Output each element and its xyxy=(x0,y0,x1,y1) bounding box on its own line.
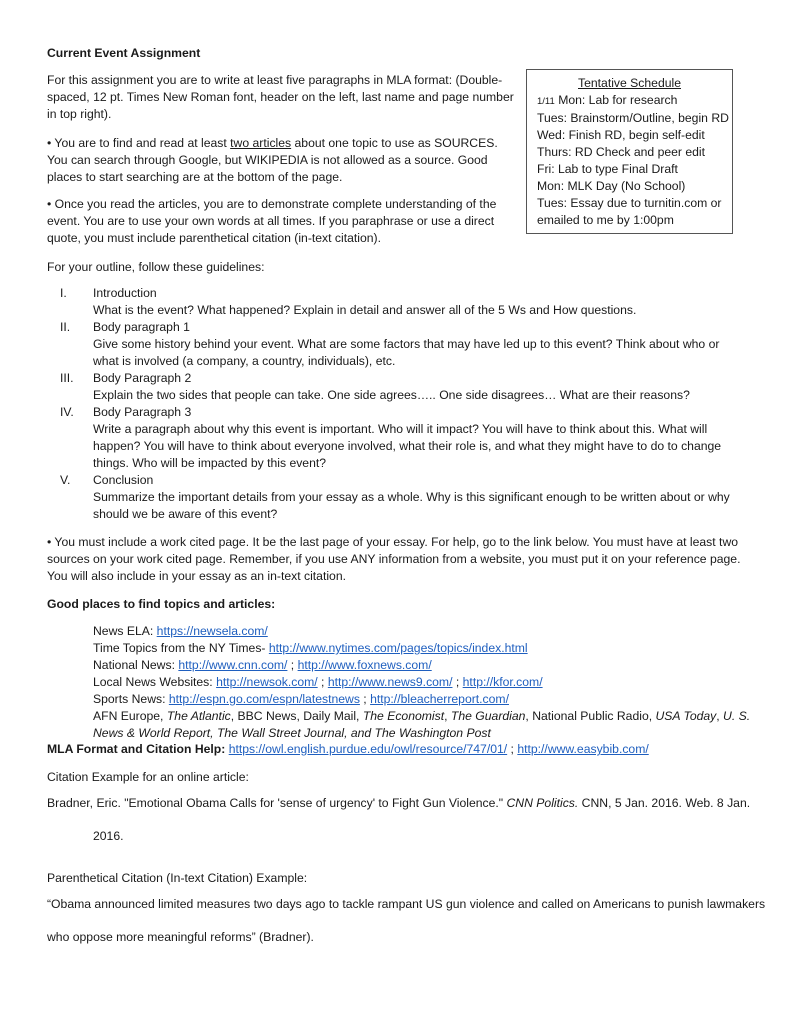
schedule-item: Mon: MLK Day (No School) xyxy=(537,179,686,193)
citation-example-label: Citation Example for an online article: xyxy=(47,770,249,784)
outline-number: II. xyxy=(60,320,71,334)
outline-item xyxy=(47,319,747,370)
citation-example: Bradner, Eric. "Emotional Obama Calls for 'sense of urgency' to Fight Gun Violence." CNN Politics. CNN, 5 Jan. 2016. Web. 8 Jan. xyxy=(47,796,751,810)
parenthetical-label: Parenthetical Citation (In-text Citation) Example: xyxy=(47,871,308,885)
outline-heading: Conclusion xyxy=(93,473,154,487)
foxnews-link[interactable]: http://www.foxnews.com/ xyxy=(297,658,432,672)
outline-heading: Body paragraph 1 xyxy=(93,320,190,334)
outline-heading: Introduction xyxy=(93,286,157,300)
schedule-title: Tentative Schedule xyxy=(578,76,681,90)
nytimes-link[interactable]: http://www.nytimes.com/pages/topics/index.html xyxy=(268,641,528,655)
espn-link[interactable]: http://espn.go.com/espn/latestnews xyxy=(168,692,360,706)
outline-number: III. xyxy=(60,371,74,385)
outline-number: I. xyxy=(60,286,67,300)
schedule-item: Wed: Finish RD, begin self-edit xyxy=(537,128,705,142)
outline-list xyxy=(47,285,747,523)
schedule-item: Thurs: RD Check and peer edit xyxy=(537,145,705,159)
schedule-item: 1/11 Mon: Lab for research xyxy=(537,93,678,107)
outline-item xyxy=(47,370,747,404)
links-row: Time Topics from the NY Times- http://www.nytimes.com/pages/topics/index.html xyxy=(93,641,528,655)
links-list xyxy=(93,623,753,742)
outline-item xyxy=(47,404,747,472)
schedule-date: 1/11 xyxy=(537,96,555,107)
links-row: Sports News: http://espn.go.com/espn/latestnews ; http://bleacherreport.com/ xyxy=(93,692,509,706)
schedule-item: Tues: Essay due to turnitin.com or emailed to me by 1:00pm xyxy=(537,196,722,227)
outline-number: IV. xyxy=(60,405,74,419)
quote-line: “Obama announced limited measures two days ago to tackle rampant US gun violence and called on Americans to punish lawmakers xyxy=(47,897,766,911)
outline-text: Give some history behind your event. What are some factors that may have led up to this event? Think about who or what is involved (a company, a country, individuals), etc. xyxy=(93,337,720,368)
outline-intro: For your outline, follow these guidelines: xyxy=(47,260,265,274)
links-row: National News: http://www.cnn.com/ ; http://www.foxnews.com/ xyxy=(93,658,432,672)
quote-line: who oppose more meaningful reforms” (Bradner). xyxy=(47,930,314,944)
easybib-link[interactable]: http://www.easybib.com/ xyxy=(517,742,649,756)
outline-item xyxy=(47,285,747,319)
links-row: Local News Websites: http://newsok.com/ ; http://www.news9.com/ ; http://kfor.com/ xyxy=(93,675,543,689)
outline-number: V. xyxy=(60,473,71,487)
outline-heading: Body Paragraph 3 xyxy=(93,405,192,419)
outline-heading: Body Paragraph 2 xyxy=(93,371,192,385)
outline-item xyxy=(47,472,747,523)
intro-paragraph: For this assignment you are to write at least five paragraphs in MLA format: (Double-spaced, 12 pt. Times New Roman font, header on the left, last name and page number in top right). xyxy=(47,73,514,121)
work-cited-paragraph: • You must include a work cited page. It be the last page of your essay. For help, go to the link below. You must have at least two sources on your work cited page. Remember, if you use ANY information from a website, you must put it on your reference page. You will also include in your essay as an in-text citation. xyxy=(47,535,741,583)
tentative-schedule-box xyxy=(526,69,733,234)
two-articles-underlined: two articles xyxy=(230,136,292,150)
outline-text: Write a paragraph about why this event is important. Who will it impact? You will have to think about this. What will happen? You will have to think about everyone involved, what their role is, and what they might have to do to change things. Who will be impacted by this event? xyxy=(93,422,722,470)
links-row: AFN Europe, The Atlantic, BBC News, Daily Mail, The Economist, The Guardian, National Public Radio, USA Today, U. S. News & World Report, The Wall Street Journal, and The Washington Post xyxy=(93,709,751,740)
bleacherreport-link[interactable]: http://bleacherreport.com/ xyxy=(370,692,509,706)
sources-paragraph xyxy=(47,135,517,186)
newsok-link[interactable]: http://newsok.com/ xyxy=(216,675,318,689)
cnn-link[interactable]: http://www.cnn.com/ xyxy=(178,658,288,672)
page-title: Current Event Assignment xyxy=(47,46,201,60)
citation-year: 2016. xyxy=(93,829,124,843)
schedule-item: Tues: Brainstorm/Outline, begin RD xyxy=(537,111,729,125)
good-places-title: Good places to find topics and articles: xyxy=(47,597,276,611)
understanding-paragraph: • Once you read the articles, you are to demonstrate complete understanding of the event. You are to use your own words at all times. If you paraphrase or use a direct quote, you must include parenthetical citation (in-text citation). xyxy=(47,197,497,245)
outline-text: Explain the two sides that people can take. One side agrees….. One side disagrees… What are their reasons? xyxy=(93,388,690,402)
outline-text: What is the event? What happened? Explain in detail and answer all of the 5 Ws and How questions. xyxy=(93,303,637,317)
outline-text: Summarize the important details from your essay as a whole. Why is this significant enough to be written about or why should we be aware of this event? xyxy=(93,490,730,521)
kfor-link[interactable]: http://kfor.com/ xyxy=(462,675,543,689)
sources-text-pre: • You are to find and read at least xyxy=(47,136,231,150)
sources-text-post: about one topic to use as SOURCES. You can search through Google, but WIKIPEDIA is not allowed as a source. Good places to start searching are at the bottom of the page. xyxy=(47,136,498,184)
links-row: News ELA: https://newsela.com/ xyxy=(93,624,268,638)
schedule-item: Fri: Lab to type Final Draft xyxy=(537,162,678,176)
newsela-link[interactable]: https://newsela.com/ xyxy=(156,624,268,638)
mla-help-label: MLA Format and Citation Help: xyxy=(47,742,226,756)
news9-link[interactable]: http://www.news9.com/ xyxy=(327,675,453,689)
purdue-owl-link[interactable]: https://owl.english.purdue.edu/owl/resource/747/01/ xyxy=(228,742,508,756)
mla-help-row: MLA Format and Citation Help: https://owl.english.purdue.edu/owl/resource/747/01/ ; http://www.easybib.com/ xyxy=(47,742,649,756)
